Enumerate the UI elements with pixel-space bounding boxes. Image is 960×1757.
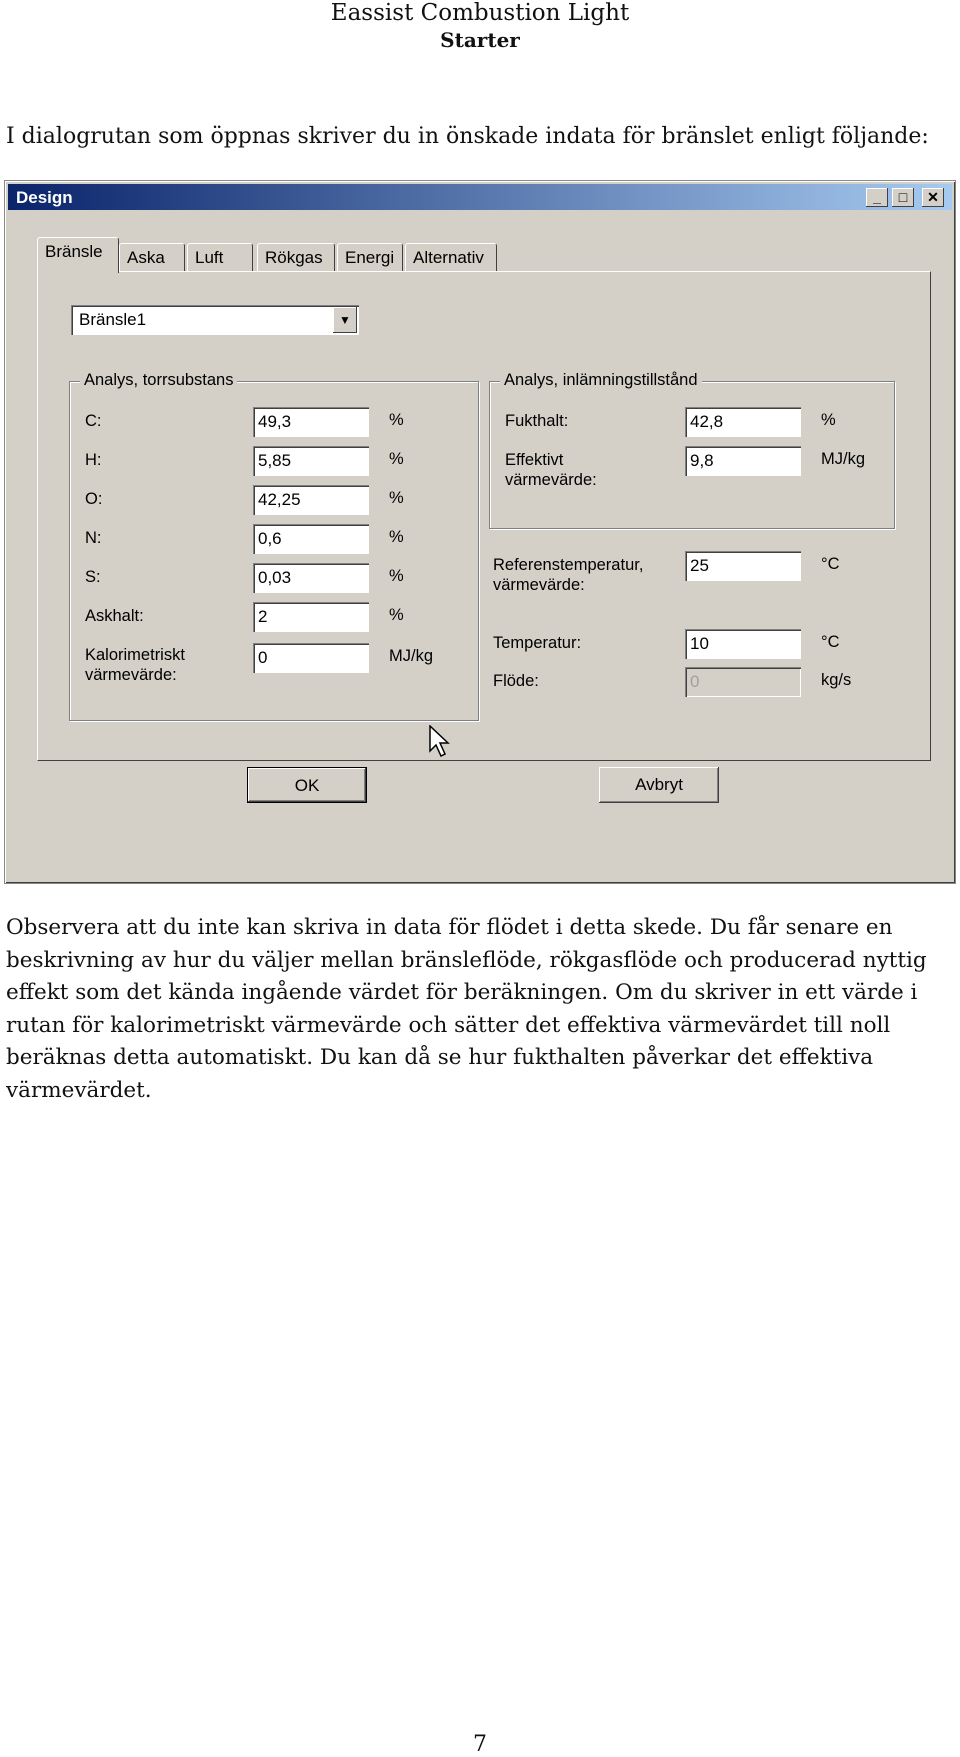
label-o: O:: [85, 490, 103, 508]
unit-kalorimetriskt: MJ/kg: [389, 647, 434, 665]
body-paragraph: Observera att du inte kan skriva in data för flödet i detta skede. Du får senare en beskrivning av hur du väljer mellan bränsleflöde, rökgasflöde och producerad nyttig effekt som det kända ingående värdet för beräkningen. Om du skriver in ett värde i rutan för kalorimetriskt värmevärde och sätter det effektiva värmevärdet till noll beräknas detta automatiskt. Du kan då se hur fukthalten påverkar det effektiva värmevärdet.: [6, 915, 927, 1103]
design-dialog: [4, 180, 956, 884]
unit-c: %: [389, 411, 404, 429]
label-n: N:: [85, 529, 102, 547]
unit-flode: kg/s: [821, 671, 852, 689]
label-askhalt: Askhalt:: [85, 607, 144, 625]
unit-h: %: [389, 450, 404, 468]
maximize-button[interactable]: □: [892, 188, 914, 207]
cancel-button[interactable]: Avbryt: [599, 767, 719, 803]
input-temperatur[interactable]: 10: [685, 629, 801, 659]
label-flode: Flöde:: [493, 672, 539, 690]
unit-referenstemperatur: °C: [821, 555, 840, 573]
mouse-cursor-icon: [429, 725, 451, 759]
intro-paragraph: I dialogrutan som öppnas skriver du in önskade indata för bränslet enligt följande:: [6, 124, 929, 149]
input-s[interactable]: 0,03: [253, 563, 369, 593]
input-c[interactable]: 49,3: [253, 407, 369, 437]
input-referenstemperatur[interactable]: 25: [685, 551, 801, 581]
label-fukthalt: Fukthalt:: [505, 412, 569, 430]
input-fukthalt[interactable]: 42,8: [685, 407, 801, 437]
tab-alternativ[interactable]: Alternativ: [405, 243, 497, 271]
label-s: S:: [85, 568, 101, 586]
dialog-title: Design: [16, 188, 73, 207]
input-askhalt[interactable]: 2: [253, 602, 369, 632]
label-h: H:: [85, 451, 102, 469]
unit-temperatur: °C: [821, 633, 840, 651]
tab-aska[interactable]: Aska: [119, 243, 185, 271]
unit-askhalt: %: [389, 606, 404, 624]
label-kalorimetriskt: Kalorimetriskt värmevärde:: [85, 646, 185, 684]
tab-luft[interactable]: Luft: [187, 243, 253, 271]
label-effektivt: Effektivt värmevärde:: [505, 451, 597, 489]
document-subtitle: Starter: [440, 28, 520, 52]
unit-effektivt: MJ/kg: [821, 450, 866, 468]
input-n[interactable]: 0,6: [253, 524, 369, 554]
fuel-select[interactable]: [71, 305, 359, 335]
dialog-titlebar[interactable]: [8, 184, 952, 210]
page-number: 7: [473, 1732, 487, 1757]
input-o[interactable]: 42,25: [253, 485, 369, 515]
input-kalorimetriskt[interactable]: 0: [253, 643, 369, 673]
input-h[interactable]: 5,85: [253, 446, 369, 476]
label-referenstemperatur: Referenstemperatur, värmevärde:: [493, 556, 644, 594]
unit-fukthalt: %: [821, 411, 836, 429]
close-button[interactable]: ✕: [922, 188, 944, 207]
group-title: Analys, inlämningstillstånd: [500, 371, 702, 390]
input-effektivt[interactable]: 9,8: [685, 446, 801, 476]
chevron-down-icon[interactable]: ▼: [333, 307, 357, 333]
group-title: Analys, torrsubstans: [80, 371, 237, 390]
label-temperatur: Temperatur:: [493, 634, 582, 652]
input-flode: 0: [685, 667, 801, 697]
unit-n: %: [389, 528, 404, 546]
unit-o: %: [389, 489, 404, 507]
tab-bransle[interactable]: Bränsle: [37, 237, 119, 273]
tab-rokgas[interactable]: Rökgas: [257, 243, 335, 271]
ok-button[interactable]: OK: [247, 767, 367, 803]
tab-energi[interactable]: Energi: [337, 243, 403, 271]
document-title: Eassist Combustion Light: [330, 0, 630, 26]
label-c: C:: [85, 412, 102, 430]
minimize-button[interactable]: _: [866, 188, 888, 207]
unit-s: %: [389, 567, 404, 585]
fuel-select-value: Bränsle1: [79, 310, 147, 329]
